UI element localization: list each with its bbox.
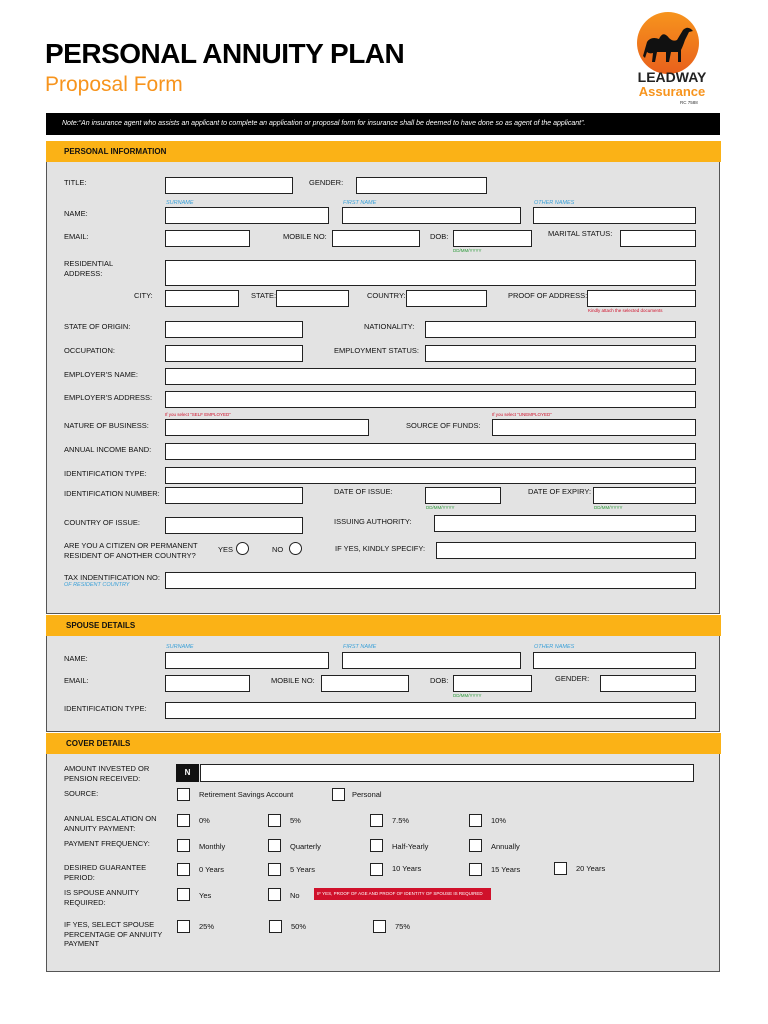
personal-info-heading [46,141,721,162]
dob-field[interactable] [453,230,532,247]
employer-address-field[interactable] [165,391,696,408]
country-label: COUNTRY: [367,291,406,300]
frequency-quarterly-label: Quarterly [290,842,321,851]
if-yes-specify-label: IF YES, KINDLY SPECIFY: [335,544,426,553]
title-field[interactable] [165,177,293,194]
logo-rc: RC 7588 [680,100,698,105]
expiry-format-hint: DD/MM/YYYY [594,505,623,510]
currency-badge [176,764,199,782]
state-label: STATE: [251,291,277,300]
source-label: SOURCE: [64,789,99,798]
guarantee-label: DESIRED GUARANTEE PERIOD: [64,863,147,882]
guarantee-15-checkbox[interactable] [469,863,482,876]
occupation-label: OCCUPATION: [64,346,115,355]
logo-name: LEADWAY [637,69,707,85]
guarantee-5-checkbox[interactable] [268,863,281,876]
escalation-7-5-label: 7.5% [392,816,410,825]
employment-status-field[interactable] [425,345,696,362]
issue-format-hint: DD/MM/YYYY [426,505,455,510]
spouse-required-no-checkbox[interactable] [268,888,281,901]
currency-symbol: N [184,768,191,777]
spouse-name-label: NAME: [64,654,88,663]
date-expiry-field[interactable] [593,487,696,504]
marital-field[interactable] [620,230,696,247]
email-label: EMAIL: [64,232,89,241]
nationality-label: NATIONALITY: [364,322,415,331]
camel-logo-icon [633,12,703,74]
spouse-proof-warning-text: IF YES, PROOF OF AGE AND PROOF OF IDENTITY OF SPOUSE IS REQUIRED [317,891,483,896]
id-type-field[interactable] [165,467,696,484]
spouse-email-field[interactable] [165,675,250,692]
amount-label: AMOUNT INVESTED OR PENSION RECEIVED: [64,764,150,783]
mobile-field[interactable] [332,230,420,247]
tax-id-field[interactable] [165,572,696,589]
escalation-0-label: 0% [199,816,210,825]
spouse-required-yes-label: Yes [199,891,212,900]
frequency-monthly-label: Monthly [199,842,226,851]
frequency-annually-checkbox[interactable] [469,839,482,852]
occupation-field[interactable] [165,345,303,362]
spouse-dob-format-hint: DD/MM/YYYY [453,693,482,698]
frequency-monthly-checkbox[interactable] [177,839,190,852]
nature-business-label: NATURE OF BUSINESS: [64,421,149,430]
state-origin-field[interactable] [165,321,303,338]
guarantee-5-label: 5 Years [290,865,316,874]
mobile-label: MOBILE NO: [283,232,327,241]
source-rsa-checkbox[interactable] [177,788,190,801]
citizen-no-label: NO [272,545,284,554]
spouse-gender-field[interactable] [600,675,696,692]
othernames-field[interactable] [533,207,696,224]
spouse-dob-field[interactable] [453,675,532,692]
percentage-label: IF YES, SELECT SPOUSE PERCENTAGE OF ANNUITY PAYMENT [64,920,163,948]
id-type-label: IDENTIFICATION TYPE: [64,469,147,478]
id-number-field[interactable] [165,487,303,504]
escalation-label: ANNUAL ESCALATION ON ANNUITY PAYMENT: [64,814,157,833]
form-title: PERSONAL ANNUITY PLAN [45,38,405,69]
dob-label: DOB: [430,232,449,241]
frequency-quarterly-checkbox[interactable] [268,839,281,852]
date-issue-field[interactable] [425,487,501,504]
escalation-10-label: 10% [491,816,507,825]
city-label: CITY: [134,291,153,300]
spouse-mobile-label: MOBILE NO: [271,676,315,685]
state-origin-label: STATE OF ORIGIN: [64,322,131,331]
residential-field[interactable] [165,260,696,286]
percentage-50-checkbox[interactable] [269,920,282,933]
spouse-surname-field[interactable] [165,652,329,669]
percentage-25-label: 25% [199,922,215,931]
agent-note: Note:“An insurance agent who assists an applicant to complete an application or proposal form for insurance shall be deemed to have done so as agent of the applicant”. [46,113,720,135]
spouse-id-type-field[interactable] [165,702,696,719]
leadway-logo [620,12,720,108]
spouse-required-no-label: No [290,891,300,900]
income-band-label: ANNUAL INCOME BAND: [64,445,152,454]
escalation-5-label: 5% [290,816,301,825]
spouse-firstname-field[interactable] [342,652,521,669]
source-funds-label: SOURCE OF FUNDS: [406,421,481,430]
guarantee-10-label: 10 Years [392,864,422,873]
marital-label: MARITAL STATUS: [548,229,613,238]
employer-address-label: EMPLOYER'S ADDRESS: [64,393,153,402]
id-number-label: IDENTIFICATION NUMBER: [64,489,160,498]
percentage-50-label: 50% [291,922,307,931]
guarantee-15-label: 15 Years [491,865,521,874]
tax-id-label: TAX INDENTIFICATION NO: [64,573,160,582]
nationality-field[interactable] [425,321,696,338]
escalation-7-5-checkbox[interactable] [370,814,383,827]
source-personal-checkbox[interactable] [332,788,345,801]
guarantee-20-checkbox[interactable] [554,862,567,875]
if-yes-specify-field[interactable] [436,542,696,559]
guarantee-10-checkbox[interactable] [370,863,383,876]
proof-field[interactable] [587,290,696,307]
logo-sub: Assurance [638,84,706,99]
amount-field[interactable] [200,764,694,782]
surname-field[interactable] [165,207,329,224]
escalation-5-checkbox[interactable] [268,814,281,827]
income-band-field[interactable] [165,443,696,460]
spouse-surname-hint: SURNAME [166,644,194,650]
unemployed-hint: If you select “UNEMPLOYED” [492,412,552,417]
name-label: NAME: [64,209,88,218]
citizen-yes-radio[interactable] [236,542,249,555]
percentage-75-label: 75% [395,922,411,931]
citizen-yes-label: YES [218,545,234,554]
firstname-hint: FIRST NAME [343,200,377,206]
gender-label: GENDER: [309,178,344,187]
spouse-dob-label: DOB: [430,676,449,685]
source-personal-label: Personal [352,790,382,799]
section-title: SPOUSE DETAILS [66,621,136,630]
nature-business-field[interactable] [165,419,369,436]
country-issue-label: COUNTRY OF ISSUE: [64,518,140,527]
spouse-proof-warning [314,888,491,900]
spouse-id-type-label: IDENTIFICATION TYPE: [64,704,147,713]
issuing-authority-field[interactable] [434,515,696,532]
citizen-question-label: ARE YOU A CITIZEN OR PERMANENT RESIDENT OF ANOTHER COUNTRY? [64,541,198,560]
escalation-10-checkbox[interactable] [469,814,482,827]
firstname-field[interactable] [342,207,521,224]
spouse-gender-label: GENDER: [555,674,590,683]
email-field[interactable] [165,230,250,247]
frequency-annually-label: Annually [491,842,520,851]
spouse-required-label: IS SPOUSE ANNUITY REQUIRED: [64,888,139,907]
employer-name-field[interactable] [165,368,696,385]
spouse-heading [46,615,721,636]
date-issue-label: DATE OF ISSUE: [334,487,393,496]
cover-heading [46,733,721,754]
dob-format-hint: DD/MM/YYYY [453,248,482,253]
self-employed-hint: If you select “SELF EMPLOYED” [165,412,231,417]
employment-status-label: EMPLOYMENT STATUS: [334,346,420,355]
spouse-othernames-hint: OTHER NAMES [534,644,575,650]
spouse-firstname-hint: FIRST NAME [343,644,377,650]
spouse-mobile-field[interactable] [321,675,409,692]
percentage-75-checkbox[interactable] [373,920,386,933]
spouse-required-yes-checkbox[interactable] [177,888,190,901]
gender-field[interactable] [356,177,487,194]
title-label: TITLE: [64,178,87,187]
percentage-25-checkbox[interactable] [177,920,190,933]
spouse-email-label: EMAIL: [64,676,89,685]
citizen-no-radio[interactable] [289,542,302,555]
form-subtitle: Proposal Form [45,73,183,96]
frequency-halfyearly-checkbox[interactable] [370,839,383,852]
section-title: COVER DETAILS [66,739,131,748]
spouse-othernames-field[interactable] [533,652,696,669]
frequency-halfyearly-label: Half-Yearly [392,842,429,851]
section-title: PERSONAL INFORMATION [64,147,167,156]
city-field[interactable] [165,290,239,307]
proof-label: PROOF OF ADDRESS: [508,291,588,300]
source-rsa-label: Retirement Savings Account [199,790,294,799]
guarantee-20-label: 20 Years [576,864,606,873]
country-issue-field[interactable] [165,517,303,534]
surname-hint: SURNAME [166,200,194,206]
date-expiry-label: DATE OF EXPIRY: [528,487,592,496]
residential-label: RESIDENTIAL ADDRESS: [64,259,113,278]
proof-hint: Kindly attach the selected documents [588,308,663,313]
country-field[interactable] [406,290,487,307]
employer-name-label: EMPLOYER'S NAME: [64,370,138,379]
state-field[interactable] [276,290,349,307]
frequency-label: PAYMENT FREQUENCY: [64,839,150,848]
source-funds-field[interactable] [492,419,696,436]
othernames-hint: OTHER NAMES [534,200,575,206]
tax-id-hint: OF RESIDENT COUNTRY [64,582,130,588]
escalation-0-checkbox[interactable] [177,814,190,827]
issuing-authority-label: ISSUING AUTHORITY: [334,517,412,526]
guarantee-0-checkbox[interactable] [177,863,190,876]
guarantee-0-label: 0 Years [199,865,225,874]
